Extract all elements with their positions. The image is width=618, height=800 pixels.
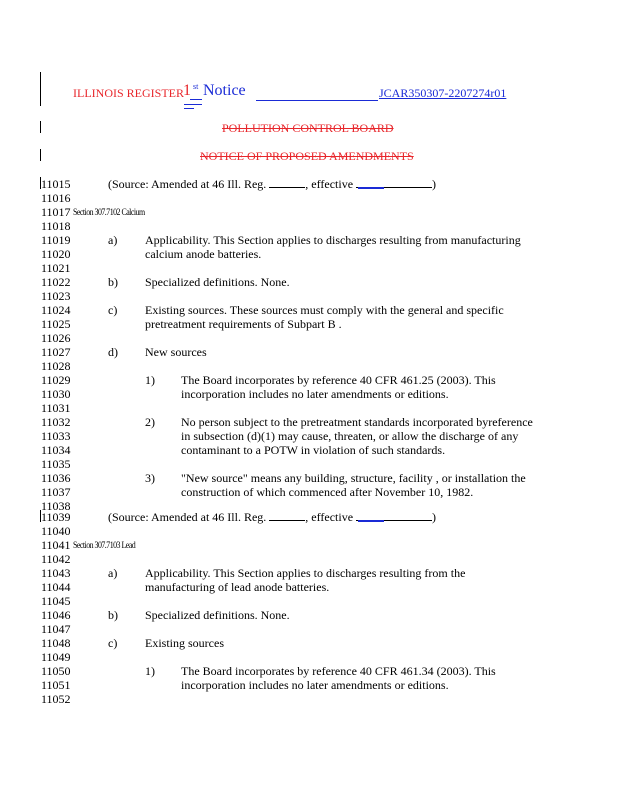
item-text: pretreatment requirements of Subpart B . [145,317,342,331]
subitem-text: contaminant to a POTW in violation of such standards. [181,443,446,457]
line-number: 11046 [41,608,71,622]
change-bar [40,121,41,133]
notice-superscript: st [193,82,199,91]
item-text: manufacturing of lead anode batteries. [145,580,330,594]
line-number: 11019 [41,233,71,247]
register-title: ILLINOIS REGISTER [73,86,184,100]
notice-word: Notice [203,82,246,99]
line-number: 11035 [41,457,71,471]
source-note [108,177,436,191]
item-text: calcium anode batteries. [145,247,262,261]
line-number: 11023 [41,289,71,303]
line-number: 11034 [41,443,71,457]
line-number: 11017 [41,205,71,219]
item-text: Existing sources. These sources must comply with the general and specific [145,303,504,317]
subitem-label: 2) [145,415,155,429]
item-label: c) [108,303,118,317]
line-number: 11021 [41,261,71,275]
line-number: 11050 [41,664,71,678]
source-note-effective: , effective [305,510,357,524]
item-label: b) [108,608,118,622]
item-label: d) [108,345,118,359]
source-note-close: ) [432,510,437,524]
subitem-text: incorporation includes no later amendments or editions. [181,387,449,401]
item-text: Applicability. This Section applies to discharges resulting from manufacturing [145,233,521,247]
line-number: 11049 [41,650,71,664]
line-number: 11030 [41,387,71,401]
line-number: 11041 [41,538,71,552]
line-number: 11018 [41,219,71,233]
subitem-label: 1) [145,664,155,678]
line-number: 11028 [41,359,71,373]
subitem-text: "New source" means any building, structure, facility , or installation the [181,471,526,485]
line-number: 11042 [41,552,71,566]
notice-subtitle: NOTICE OF PROPOSED AMENDMENTS [200,149,414,163]
line-number: 11027 [41,345,71,359]
line-number: 11015 [41,177,71,191]
source-note-prefix: (Source: Amended at 46 Ill. Reg. [108,510,270,524]
source-note-effective: , effective [305,177,357,191]
line-number: 11022 [41,275,71,289]
line-number: 11051 [41,678,71,692]
line-number: 11026 [41,331,71,345]
item-text: Specialized definitions. None. [145,608,290,622]
line-number: 11038 [41,499,71,513]
line-number: 11029 [41,373,71,387]
line-number: 11024 [41,303,71,317]
subitem-label: 1) [145,373,155,387]
section-heading: Section 307.7102 Calcium [73,207,145,217]
header-underline [256,100,378,101]
change-bar [40,149,41,161]
item-text: Existing sources [145,636,224,650]
line-number: 11036 [41,471,71,485]
subitem-text: construction of which commenced after November 10, 1982. [181,485,474,499]
line-number: 11043 [41,566,71,580]
subitem-text: incorporation includes no later amendments or editions. [181,678,449,692]
effective-date-blank [356,510,432,521]
source-note [108,510,436,524]
line-number: 11039 [41,510,71,524]
source-note-close: ) [432,177,437,191]
item-label: c) [108,636,118,650]
line-number: 11033 [41,429,71,443]
line-number: 11020 [41,247,71,261]
volume-blank [269,510,305,521]
line-number: 11037 [41,485,71,499]
jcar-code: JCAR350307-2207274r01 [379,86,507,100]
line-number: 11040 [41,524,71,538]
line-number: 11025 [41,317,71,331]
change-bar [40,72,41,106]
item-text: Applicability. This Section applies to discharges resulting from the [145,566,466,580]
effective-date-blank [356,177,432,188]
line-number: 11048 [41,636,71,650]
item-text: New sources [145,345,207,359]
line-number: 11032 [41,415,71,429]
item-label: a) [108,233,118,247]
volume-blank [269,177,305,188]
line-number: 11044 [41,580,71,594]
line-number: 11052 [41,692,71,706]
line-number: 11047 [41,622,71,636]
item-label: a) [108,566,118,580]
source-note-prefix: (Source: Amended at 46 Ill. Reg. [108,177,270,191]
subitem-text: The Board incorporates by reference 40 CFR 461.25 (2003). This [181,373,496,387]
item-text: Specialized definitions. None. [145,275,290,289]
subitem-text: in subsection (d)(1) may cause, threaten, or allow the discharge of any [181,429,519,443]
agency-name: POLLUTION CONTROL BOARD [222,121,394,135]
line-number: 11016 [41,191,71,205]
line-number: 11031 [41,401,71,415]
item-label: b) [108,275,118,289]
subitem-text: The Board incorporates by reference 40 CFR 461.34 (2003). This [181,664,496,678]
notice-double-rule [184,104,194,109]
subitem-label: 3) [145,471,155,485]
notice-number: 1 [183,82,191,99]
section-heading: Section 307.7103 Lead [73,540,136,550]
line-number: 11045 [41,594,71,608]
subitem-text: No person subject to the pretreatment standards incorporated byreference [181,415,533,429]
